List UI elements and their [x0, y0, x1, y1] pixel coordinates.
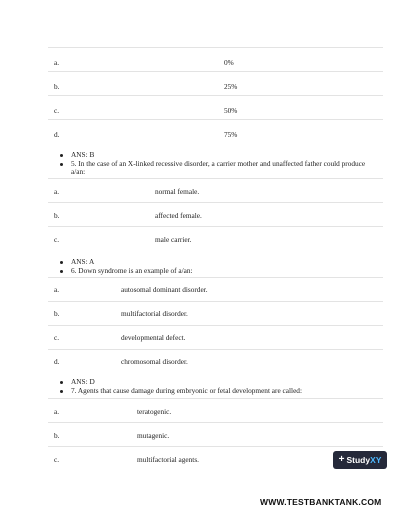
q7-option-b — [48, 422, 383, 447]
option-letter: a. — [54, 187, 60, 196]
option-letter: b. — [54, 309, 60, 318]
badge-suffix: XY — [370, 455, 382, 465]
option-letter: b. — [54, 431, 60, 440]
option-letter: d. — [54, 130, 60, 139]
option-text: 0% — [224, 58, 234, 67]
option-text: 75% — [224, 130, 238, 139]
option-letter: a. — [54, 407, 60, 416]
answer-question-block-3 — [60, 378, 380, 395]
q6-option-a — [48, 277, 383, 302]
answer-line: ANS: D — [60, 378, 380, 387]
option-letter: b. — [54, 211, 60, 220]
option-letter: c. — [54, 333, 60, 342]
studyxy-badge[interactable] — [333, 451, 387, 469]
q6-option-b — [48, 301, 383, 326]
q6-option-d — [48, 349, 383, 374]
option-letter: c. — [54, 235, 60, 244]
option-letter: d. — [54, 357, 60, 366]
q5-option-c — [48, 226, 383, 251]
q5-option-b — [48, 202, 383, 227]
option-text: 50% — [224, 106, 238, 115]
q4-option-c — [48, 95, 383, 120]
q4-option-d — [48, 119, 383, 144]
option-letter: b. — [54, 82, 60, 91]
question-line: 6. Down syndrome is an example of a/an: — [60, 267, 380, 276]
option-text: teratogenic. — [137, 407, 172, 416]
option-letter: c. — [54, 106, 60, 115]
option-text: multifactorial agents. — [137, 455, 200, 464]
badge-prefix: Study — [346, 455, 371, 465]
option-text: affected female. — [155, 211, 202, 220]
answer-question-block-1 — [60, 151, 380, 177]
option-text: chromosomal disorder. — [121, 357, 188, 366]
q4-option-b — [48, 71, 383, 96]
question-line: 7. Agents that cause damage during embryonic or fetal development are called: — [60, 387, 380, 396]
option-text: autosomal dominant disorder. — [121, 285, 208, 294]
q6-option-c — [48, 325, 383, 350]
option-text: developmental defect. — [121, 333, 186, 342]
option-text: mutagenic. — [137, 431, 170, 440]
answer-line: ANS: B — [60, 151, 380, 160]
question-line: 5. In the case of an X-linked recessive disorder, a carrier mother and unaffected father could produce a/an: — [60, 160, 380, 177]
q7-option-a — [48, 398, 383, 423]
option-text: multifactorial disorder. — [121, 309, 188, 318]
option-letter: a. — [54, 285, 60, 294]
option-letter: a. — [54, 58, 60, 67]
option-text: male carrier. — [155, 235, 192, 244]
answer-line: ANS: A — [60, 258, 380, 267]
q5-option-a — [48, 178, 383, 203]
footer-url: WWW.TESTBANKTANK.COM — [260, 497, 382, 507]
answer-question-block-2 — [60, 258, 380, 275]
option-text: normal female. — [155, 187, 200, 196]
option-text: 25% — [224, 82, 238, 91]
q4-option-a — [48, 47, 383, 72]
plus-icon: + — [338, 454, 345, 465]
option-letter: c. — [54, 455, 60, 464]
